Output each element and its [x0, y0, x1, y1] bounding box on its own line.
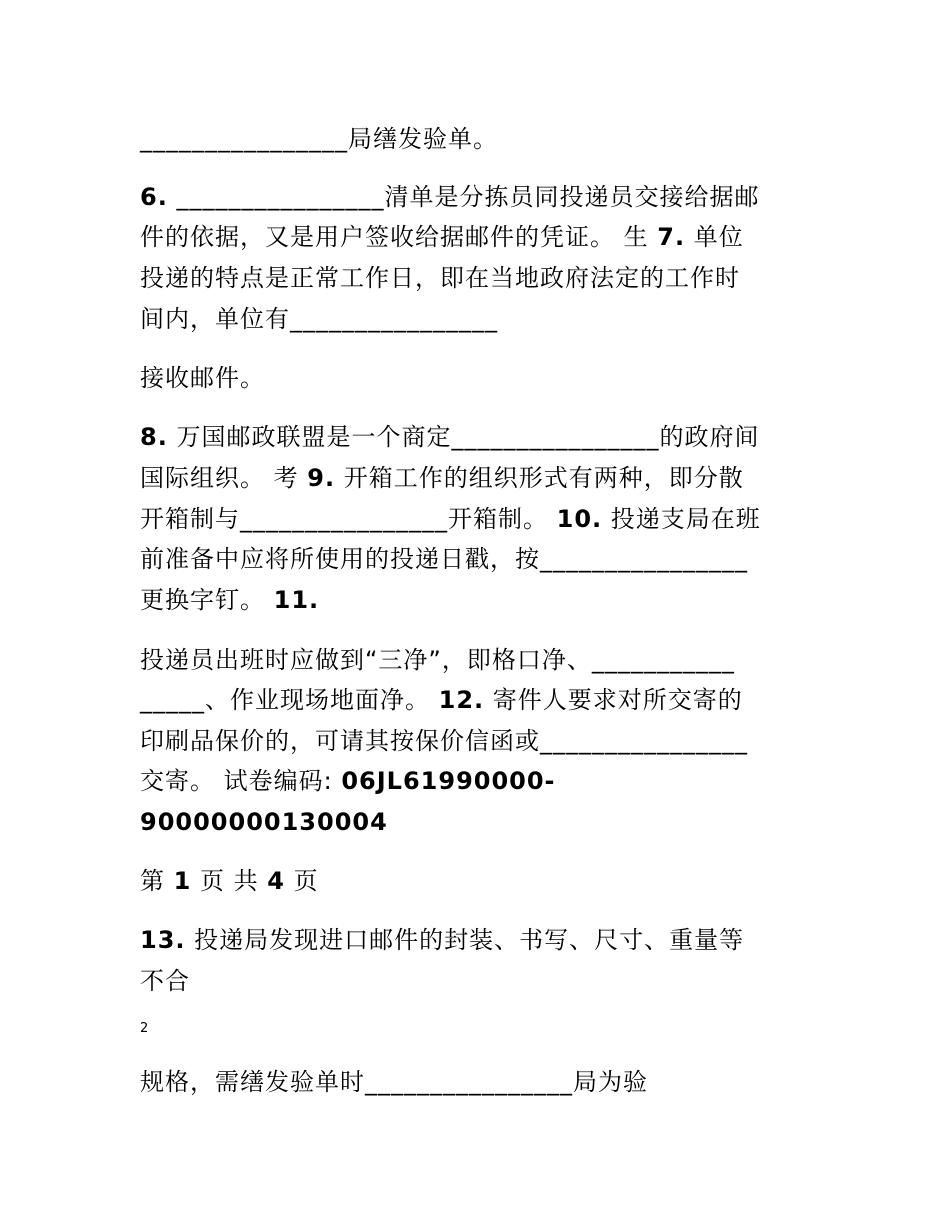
bold-text-run: 1 — [173, 867, 192, 895]
text-run: 开箱制与________________开箱制。 — [140, 505, 557, 533]
text-line — [140, 685, 743, 715]
text-line — [140, 966, 190, 996]
bold-text-run: 06JL61990000- — [341, 767, 556, 795]
text-run: 国际组织。 考 — [140, 464, 308, 492]
text-line — [140, 726, 748, 756]
text-line — [140, 645, 735, 675]
text-line — [140, 544, 748, 574]
page-number-line — [140, 866, 319, 896]
text-line — [140, 1067, 648, 1097]
text-run: 单位 — [685, 223, 744, 251]
text-run: ________________清单是分拣员同投递员交接给据邮 — [167, 183, 760, 211]
text-line — [140, 422, 759, 452]
bold-text-run: 12. — [438, 686, 485, 714]
text-run: 投递员出班时应做到“三净”，即格口净、___________ — [140, 646, 735, 674]
bold-text-run: 10. — [556, 505, 603, 533]
text-run: 投递支局在班 — [602, 505, 761, 533]
text-line — [140, 925, 744, 955]
text-run: 2 — [140, 1021, 149, 1036]
text-run: _____、作业现场地面净。 — [140, 686, 439, 714]
text-run: 交寄。 试卷编码: — [140, 767, 342, 795]
text-line — [140, 124, 498, 154]
text-line — [140, 504, 761, 534]
text-line — [140, 463, 744, 493]
bold-text-run: 6. — [140, 183, 168, 211]
text-run: 万国邮政联盟是一个商定________________的政府间 — [167, 423, 760, 451]
text-run: 接收邮件。 — [140, 364, 265, 392]
text-run: 间内，单位有________________ — [140, 305, 498, 333]
text-line — [140, 363, 265, 393]
text-run: 规格，需缮发验单时________________局为验 — [140, 1068, 648, 1096]
text-run: 件的依据，又是用户签收给据邮件的凭证。 生 — [140, 223, 658, 251]
bold-text-run: 11. — [273, 586, 320, 614]
text-line — [140, 304, 498, 334]
text-line — [140, 263, 740, 293]
text-line — [140, 585, 319, 615]
text-run: 不合 — [140, 967, 190, 995]
page-marker — [140, 1021, 148, 1037]
exam-code-line — [140, 807, 388, 837]
text-run: 投递的特点是正常工作日，即在当地政府法定的工作时 — [140, 264, 740, 292]
text-run: 更换字钉。 — [140, 586, 274, 614]
text-line — [140, 766, 556, 796]
bold-text-run: 9. — [307, 464, 336, 492]
text-run: 前准备中应将所使用的投递日戳，按________________ — [140, 545, 748, 573]
bold-text-run: 8. — [140, 423, 168, 451]
text-run: 页 — [284, 867, 319, 895]
text-line — [140, 182, 759, 212]
text-run: 开箱工作的组织形式有两种，即分散 — [335, 464, 744, 492]
bold-text-run: 7. — [657, 223, 686, 251]
bold-text-run: 13. — [140, 926, 186, 954]
text-run: 页 共 — [191, 867, 268, 895]
bold-text-run: 4 — [267, 867, 285, 895]
text-run: 印刷品保价的，可请其按保价信函或________________ — [140, 727, 748, 755]
text-run: ________________局缮发验单。 — [140, 125, 498, 153]
text-run: 投递局发现进口邮件的封装、书写、尺寸、重量等 — [185, 926, 745, 954]
bold-text-run: 90000000130004 — [140, 808, 388, 836]
text-line — [140, 222, 744, 252]
text-run: 寄件人要求对所交寄的 — [484, 686, 743, 714]
text-run: 第 — [140, 867, 174, 895]
